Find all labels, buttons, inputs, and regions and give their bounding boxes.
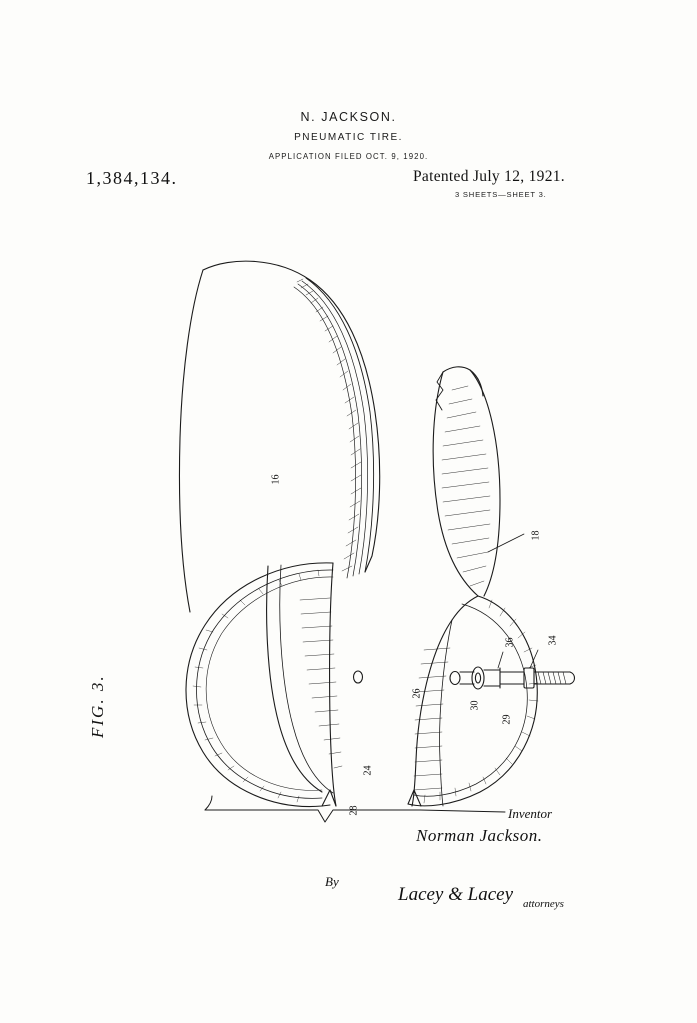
by-label: By: [325, 874, 339, 889]
patent-number: 1,384,134.: [86, 168, 178, 188]
ref-numeral-28: 28: [348, 805, 360, 816]
ref-numeral-26: 26: [411, 688, 423, 699]
application-filed-line: APPLICATION FILED OCT. 9, 1920.: [268, 152, 429, 161]
patent-inventor-heading: N. JACKSON.: [300, 110, 397, 124]
patent-date: Patented July 12, 1921.: [413, 168, 565, 185]
figure-label: FIG. 3.: [88, 674, 107, 738]
ref-numeral-29: 29: [501, 714, 513, 725]
ref-numeral-34: 34: [547, 635, 559, 646]
ref-numeral-36: 36: [504, 637, 516, 648]
patent-title-heading: PNEUMATIC TIRE.: [294, 132, 403, 143]
ref-numeral-18: 18: [530, 530, 542, 541]
ref-numeral-24: 24: [362, 765, 374, 776]
ref-numeral-16: 16: [270, 474, 282, 485]
attorney-signature: Lacey & Lacey: [398, 884, 514, 905]
ref-numeral-30: 30: [469, 700, 481, 711]
attorneys-label: attorneys: [523, 898, 564, 910]
inventor-label: Inventor: [508, 806, 553, 821]
inventor-signature: Norman Jackson.: [416, 826, 543, 845]
sheet-count-line: 3 SHEETS—SHEET 3.: [455, 190, 547, 199]
